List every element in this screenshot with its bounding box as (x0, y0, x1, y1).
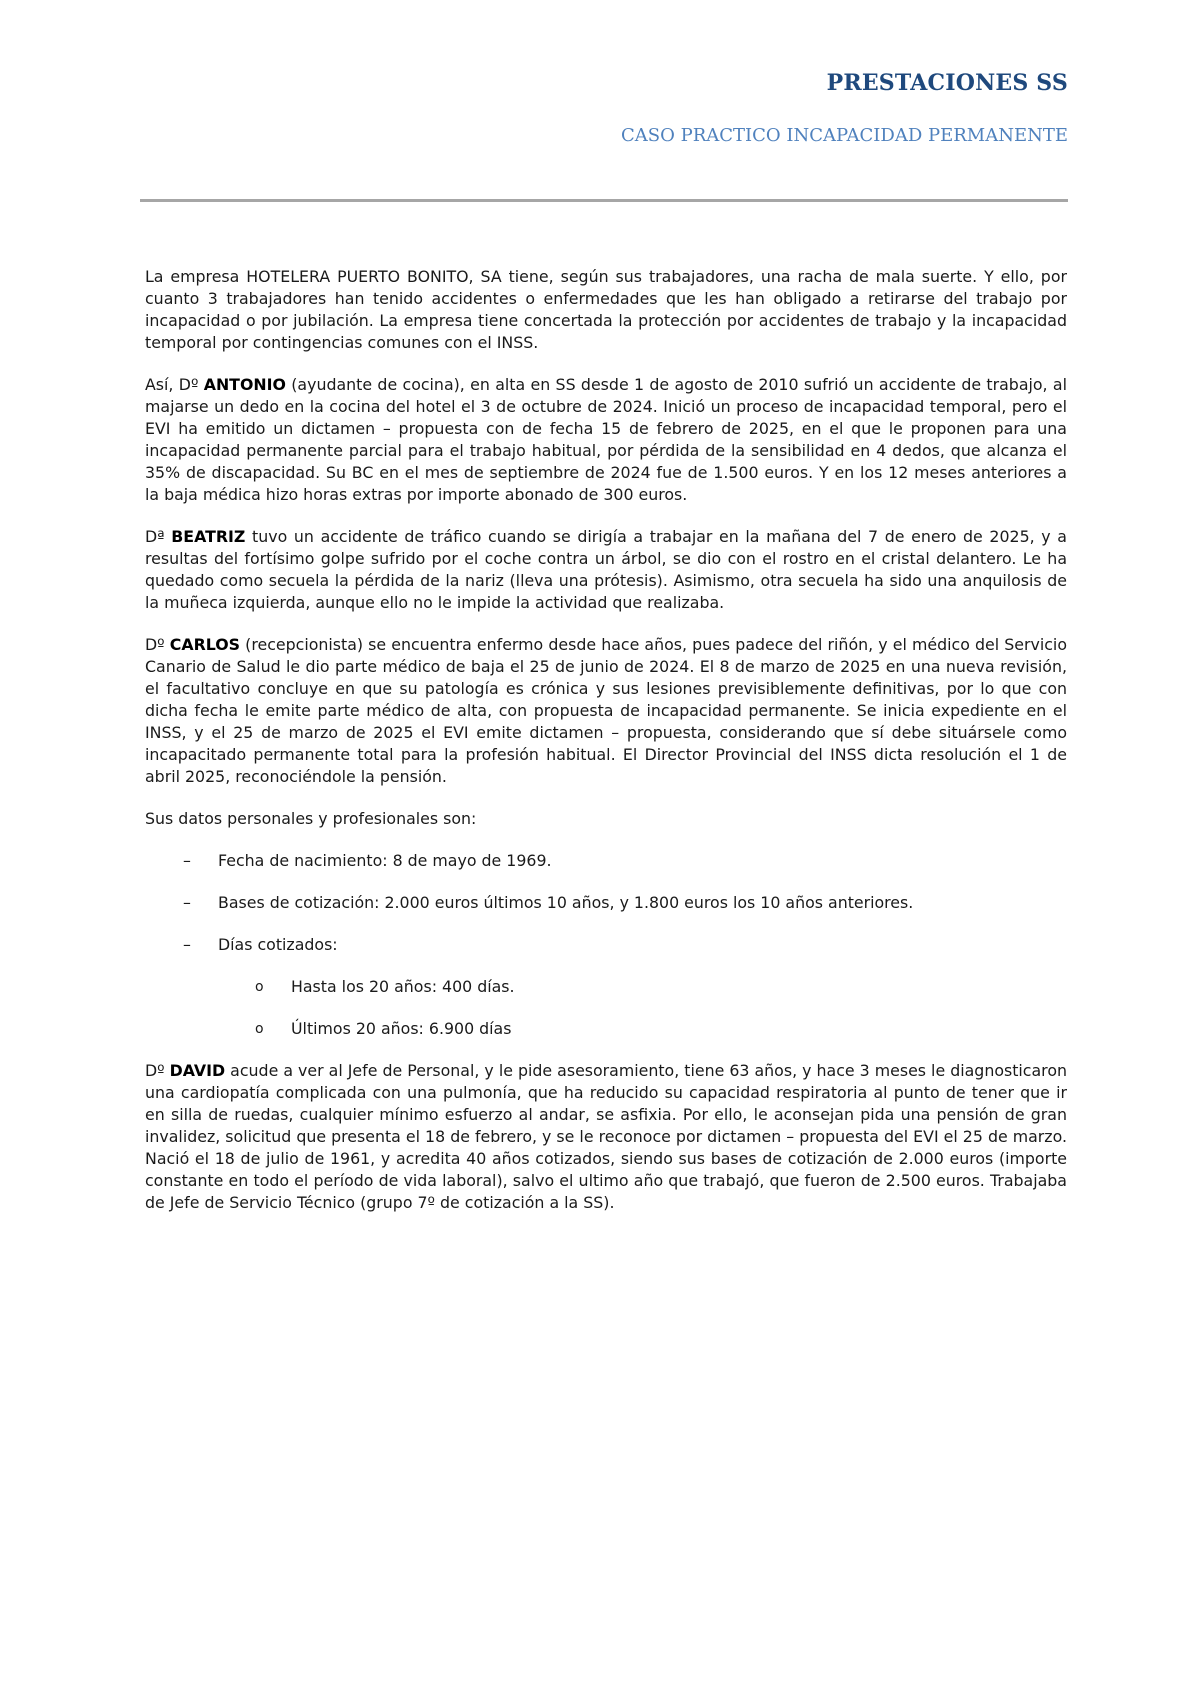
circle-bullet: o (255, 1021, 264, 1037)
list-item (145, 934, 1067, 1040)
document-subtitle: CASO PRACTICO INCAPACIDAD PERMANENTE (621, 125, 1068, 146)
sublist-item-text: Hasta los 20 años: 400 días. (291, 977, 515, 996)
header-divider (140, 199, 1068, 202)
antonio-prefix: Así, Dº (145, 375, 204, 394)
dash-bullet: – (183, 893, 191, 912)
carlos-paragraph (145, 634, 1067, 788)
beatriz-text: tuvo un accidente de tráfico cuando se dirigía a trabajar en la mañana del 7 de enero de 2025, y a resultas del fortísimo golpe sufrido por el coche contra un árbol, se dio con el rostro en el cristal delantero. Le ha quedado como secuela la pérdida de la nariz (lleva una prótesis). Asimismo, otra secuela ha sido una anquilosis de la muñeca izquierda, aunque ello no le impide la actividad que realizaba. (145, 527, 1067, 612)
sublist-item-text: Últimos 20 años: 6.900 días (291, 1019, 512, 1038)
david-prefix: Dº (145, 1061, 170, 1080)
document-body (145, 266, 1067, 1234)
beatriz-prefix: Dª (145, 527, 172, 546)
david-name: DAVID (169, 1061, 226, 1080)
antonio-text: (ayudante de cocina), en alta en SS desde 1 de agosto de 2010 sufrió un accidente de trabajo, al majarse un dedo en la cocina del hotel el 3 de octubre de 2024. Inició un proceso de incapacidad temporal, pero el EVI ha emitido un dictamen – propuesta con de fecha 15 de febrero de 2025, en el que le proponen para una incapacidad permanente parcial para el trabajo habitual, por pérdida de la sensibilidad en 4 dedos, que alcanza el 35% de discapacidad. Su BC en el mes de septiembre de 2024 fue de 1.500 euros. Y en los 12 meses anteriores a la baja médica hizo horas extras por importe abonado de 300 euros. (145, 375, 1067, 504)
beatriz-paragraph (145, 526, 1067, 614)
datos-intro: Sus datos personales y profesionales son: (145, 809, 477, 828)
david-paragraph (145, 1060, 1067, 1214)
david-text: acude a ver al Jefe de Personal, y le pide asesoramiento, tiene 63 años, y hace 3 meses le diagnosticaron una cardiopatía complicada con una pulmonía, que ha reducido su capacidad respiratoria al punto de tener que ir en silla de ruedas, cualquier mínimo esfuerzo al andar, se asfixia. Por ello, le aconsejan pida una pensión de gran invalidez, solicitud que presenta el 18 de febrero, y se le reconoce por dictamen – propuesta del EVI el 25 de marzo. Nació el 18 de julio de 1961, y acredita 40 años cotizados, siendo sus bases de cotización de 2.000 euros (importe constante en todo el período de vida laboral), salvo el ultimo año que trabajó, que fueron de 2.500 euros. Trabajaba de Jefe de Servicio Técnico (grupo 7º de cotización a la SS). (145, 1061, 1068, 1212)
sublist-item (218, 1018, 1067, 1040)
carlos-prefix: Dº (145, 635, 170, 654)
list-item-text: Días cotizados: (218, 935, 338, 954)
dias-sublist (218, 976, 1067, 1040)
carlos-name: CARLOS (169, 635, 241, 654)
carlos-text: (recepcionista) se encuentra enfermo desde hace años, pues padece del riñón, y el médico del Servicio Canario de Salud le dio parte médico de baja el 25 de junio de 2024. El 8 de marzo de 2025 en una nueva revisión, el facultativo concluye en que su patología es crónica y sus lesiones previsiblemente definitivas, por lo que con dicha fecha le emite parte médico de alta, con propuesta de incapacidad permanente. Se inicia expediente en el INSS, y el 25 de marzo de 2025 el EVI emite dictamen – propuesta, considerando que sí debe situársele como incapacitado permanente total para la profesión habitual. El Director Provincial del INSS dicta resolución el 1 de abril 2025, reconociéndole la pensión. (145, 635, 1067, 786)
datos-list (145, 850, 1067, 1040)
list-item (145, 892, 1067, 914)
dash-bullet: – (183, 935, 191, 954)
beatriz-name: BEATRIZ (171, 527, 246, 546)
list-item-text: Bases de cotización: 2.000 euros últimos 10 años, y 1.800 euros los 10 años anteriores. (218, 893, 914, 912)
document-header (140, 70, 1068, 146)
list-item (145, 850, 1067, 872)
sublist-item (218, 976, 1067, 998)
antonio-name: ANTONIO (203, 375, 286, 394)
document-title: PRESTACIONES SS (826, 70, 1068, 96)
dash-bullet: – (183, 851, 191, 870)
antonio-paragraph (145, 374, 1067, 506)
circle-bullet: o (255, 979, 264, 995)
list-item-text: Fecha de nacimiento: 8 de mayo de 1969. (218, 851, 552, 870)
intro-paragraph: La empresa HOTELERA PUERTO BONITO, SA tiene, según sus trabajadores, una racha de mala suerte. Y ello, por cuanto 3 trabajadores han tenido accidentes o enfermedades que les han obligado a retirarse del trabajo por incapacidad o por jubilación. La empresa tiene concertada la protección por accidentes de trabajo y la incapacidad temporal por contingencias comunes con el INSS. (145, 267, 1067, 352)
